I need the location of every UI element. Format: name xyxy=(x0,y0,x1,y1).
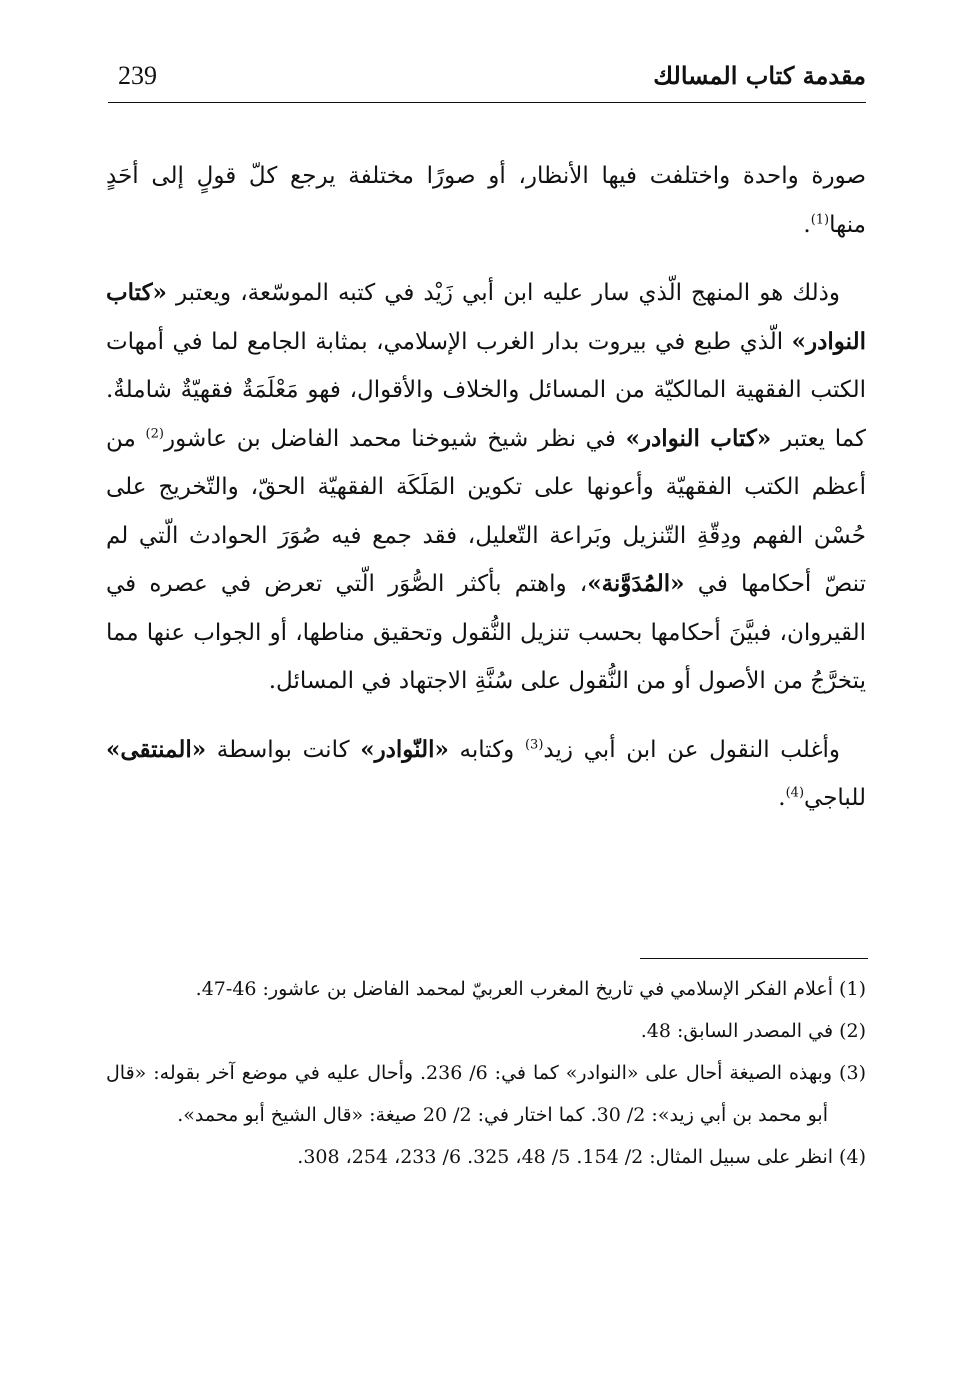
p2-text-e: ، واهتم بأكثر الصُّوَر الّتي تعرض في عصره في القيروان، فبيَّنَ أحكامها بحسب تنزيل النُّقول وتحقيق مناطها، أو الجواب عنها مما يتخرَّجُ من الأصول أو من النُّقول على سُنَّةِ الاجتهاد في المسائل. xyxy=(106,571,866,694)
page-number: 239 xyxy=(118,61,157,90)
footnote-1: (1) أعلام الفكر الإسلامي في تاريخ المغرب العربيّ لمحمد الفاضل بن عاشور: 46-47. xyxy=(195,978,866,1000)
book-title-mudawwana: «المُدَوَّنة» xyxy=(587,570,685,597)
footnotes xyxy=(106,968,866,1178)
page-header xyxy=(108,58,866,98)
p2-text-a: وذلك هو المنهج الّذي سار عليه ابن أبي زَيْد في كتبه الموسّعة، ويعتبر xyxy=(166,280,840,306)
p3-end: . xyxy=(778,785,786,811)
p2-text-c: في نظر شيخ شيوخنا محمد الفاضل بن عاشور xyxy=(163,425,626,452)
book-title-muntaqa: «المنتقى» xyxy=(106,735,207,763)
main-text xyxy=(106,152,866,823)
book-title-nawadir-1: «كتاب النوادر» xyxy=(106,279,866,355)
book-title-nawadir-3: «النّوادر» xyxy=(360,735,449,763)
p2-text-b: الّذي طبع في بيروت بدار الغرب الإسلامي، بمثابة الجامع لما في أمهات الكتب الفقهية المالكيّة من المسائل والخلاف والأقوال، فهو مَعْلَمَةٌ فقهيّةٌ شاملةٌ. كما يعتبر xyxy=(106,328,866,452)
footnote-ref-1[interactable]: (1) xyxy=(810,211,830,227)
footnote-ref-3[interactable]: (3) xyxy=(524,736,544,752)
footnote-2: (2) في المصدر السابق: 48. xyxy=(640,1020,866,1042)
p3-text-a: وأغلب النقول عن ابن أبي زيد xyxy=(543,736,841,763)
paragraph-3 xyxy=(106,726,866,823)
header-rule xyxy=(108,102,866,103)
running-title: مقدمة كتاب المسالك xyxy=(653,61,866,90)
p3-text-d: للباجي xyxy=(804,785,866,811)
p1-text: صورة واحدة واختلفت فيها الأنظار، أو صورًا مختلفة يرجع كلّ قولٍ إلى أحَدٍ منها xyxy=(106,163,866,238)
footnote-ref-2[interactable]: (2) xyxy=(145,425,164,441)
footnote-4: (4) انظر على سبيل المثال: 2/ 154. 5/ 48، 325. 6/ 233، 254، 308. xyxy=(297,1146,866,1168)
p2-text-d: من أعظم الكتب الفقهيّة وأعونها على تكوين المَلَكَة الفقهيّة الحقّ، والتّخريج على حُسْن الفهم ودِقّةِ التّنزيل وبَراعة التّعليل، فقد جمع فيه صُوَرَ الحوادث الّتي لم تنصّ أحكامها في xyxy=(106,425,866,597)
book-title-nawadir-2: «كتاب النوادر» xyxy=(625,424,772,452)
p1-end: . xyxy=(803,211,811,238)
footnote-ref-4[interactable]: (4) xyxy=(785,785,805,801)
footnote-3: (3) وبهذه الصيغة أحال على «النوادر» كما في: 6/ 236. وأحال عليه في موضع آخر بقوله: «قال أبو محمد بن أبي زيد»: 2/ 30. كما اختار في: 2/ 20 صيغة: «قال الشيخ أبو محمد». xyxy=(106,1062,866,1126)
p3-text-c: كانت بواسطة xyxy=(206,736,361,763)
paragraph-1 xyxy=(106,152,866,249)
footnote-separator xyxy=(640,958,868,959)
p3-text-b: وكتابه xyxy=(448,736,525,763)
paragraph-2 xyxy=(106,269,866,706)
